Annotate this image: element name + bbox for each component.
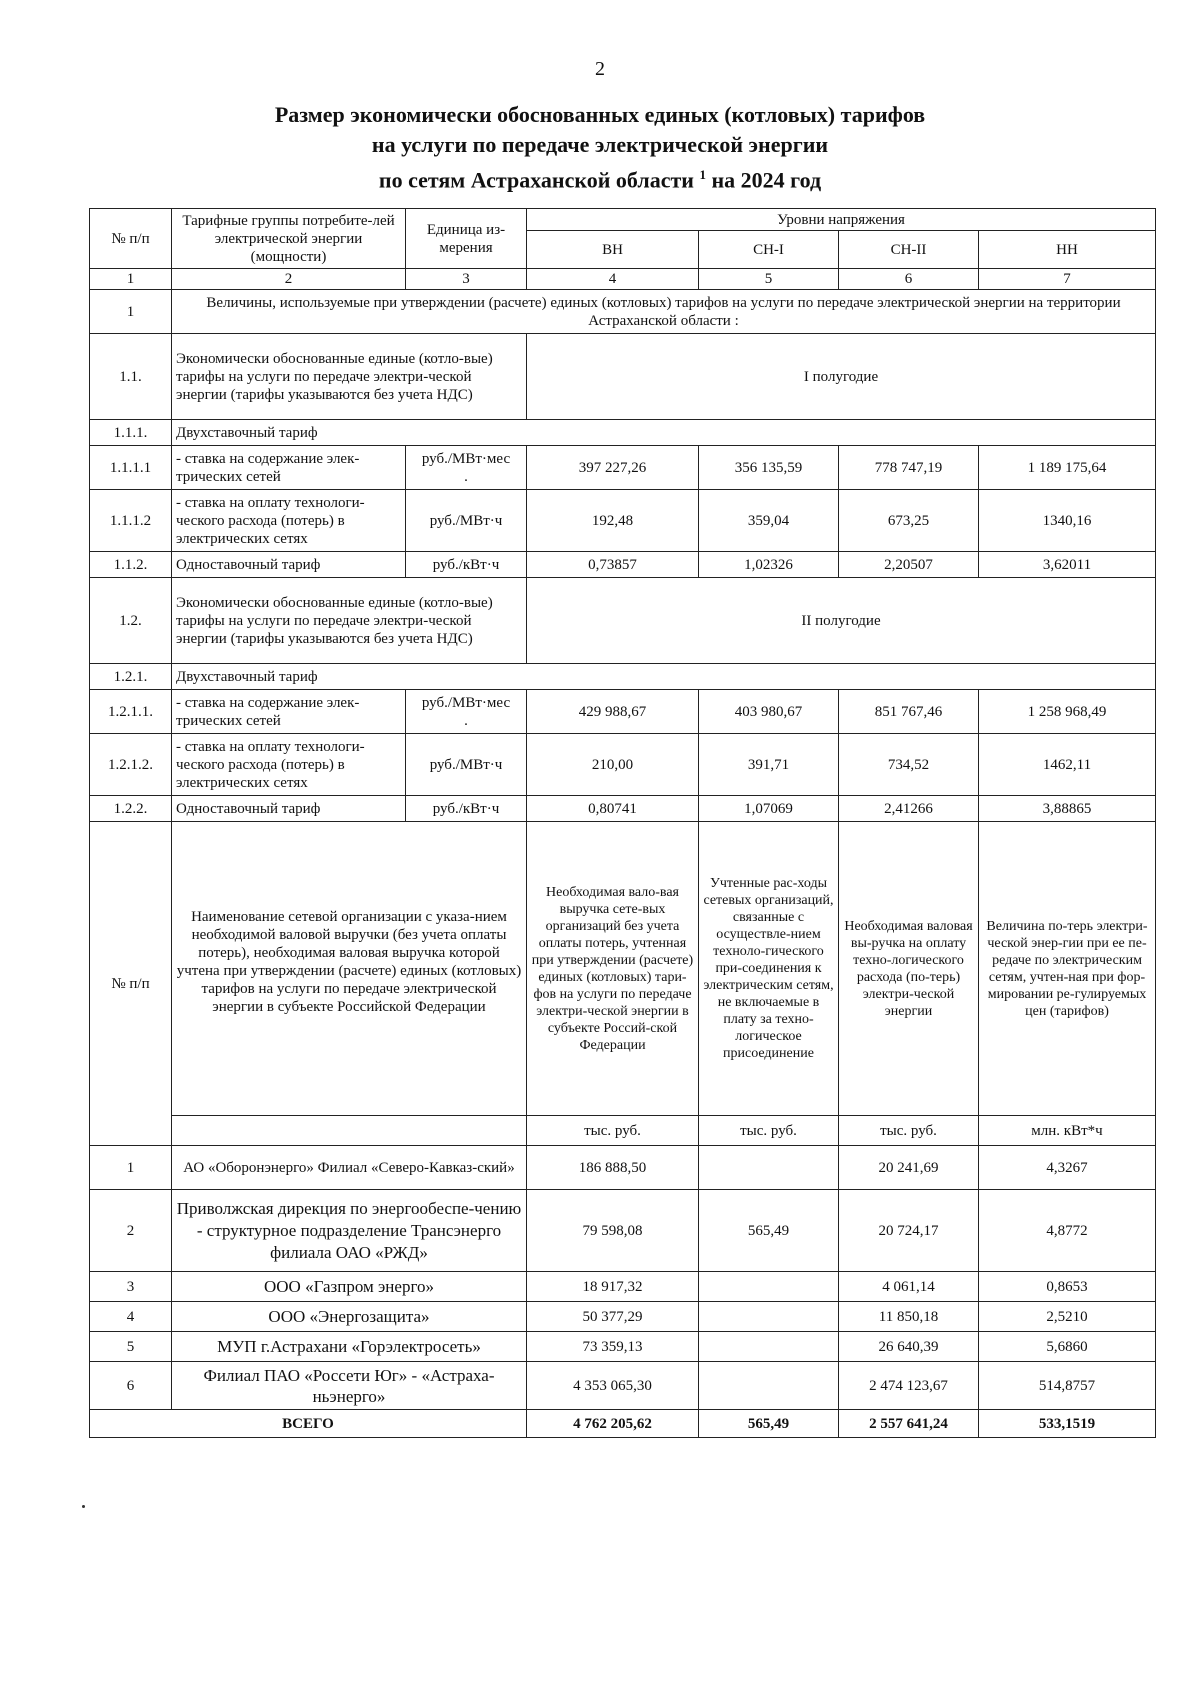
header-levels: Уровни напряжения (527, 209, 1156, 231)
org-value (699, 1332, 839, 1362)
row-num: 1.1.1. (90, 420, 172, 446)
value-vn: 210,00 (527, 734, 699, 796)
row-num: 1 (90, 290, 172, 334)
value-sn2: 778 747,19 (839, 446, 979, 490)
unit-cell (406, 446, 527, 490)
org-name: ООО «Энергозащита» (172, 1302, 527, 1332)
value-nn: 1462,11 (979, 734, 1156, 796)
orgs-header-col7: Величина по-терь электри-ческой энер-гии при ее пе-редаче по электрическим сетям, учтен-ная при фор-мировании ре-гулируемых цен (тарифов) (979, 822, 1156, 1116)
total-row (90, 1410, 1156, 1438)
row-num: 5 (90, 1332, 172, 1362)
row-1-2-1-1 (90, 690, 1156, 734)
row-num: 1.1.2. (90, 552, 172, 578)
value-sn1: 1,07069 (699, 796, 839, 822)
unit-mark: . (464, 468, 468, 485)
org-value: 11 850,18 (839, 1302, 979, 1332)
value-sn2: 734,52 (839, 734, 979, 796)
org-value: 20 241,69 (839, 1146, 979, 1190)
org-value (699, 1272, 839, 1302)
header-sn2: СН-II (839, 231, 979, 269)
org-value: 18 917,32 (527, 1272, 699, 1302)
unit-label: руб./кВт·ч (406, 796, 527, 822)
col-index: 5 (699, 269, 839, 290)
unit-label: руб./МВт·мес (421, 694, 511, 711)
value-nn: 3,88865 (979, 796, 1156, 822)
row-num: 1.2.1.1. (90, 690, 172, 734)
title-line-3 (100, 160, 1100, 195)
value-vn: 429 988,67 (527, 690, 699, 734)
org-name: АО «Оборонэнерго» Филиал «Северо-Кавказ-ский» (172, 1146, 527, 1190)
org-value: 565,49 (699, 1190, 839, 1272)
row-num: 1 (90, 1146, 172, 1190)
unit-label: тыс. руб. (699, 1116, 839, 1146)
org-row (90, 1146, 1156, 1190)
orgs-header-col4: Необходимая вало-вая выручка сете-вых организаций без учета оплаты потерь, учтенная при утверждении (расчете) единых (котловых) тари-фов на услуги по передаче электри-ческой энергии в субъекте Россий-ской Федерации (527, 822, 699, 1116)
header-vn: ВН (527, 231, 699, 269)
row-1-1-1-2 (90, 490, 1156, 552)
unit-cell (406, 690, 527, 734)
org-value: 79 598,08 (527, 1190, 699, 1272)
org-name: ООО «Газпром энерго» (172, 1272, 527, 1302)
org-name: Филиал ПАО «Россети Юг» - «Астраха-ньэнерго» (172, 1362, 527, 1410)
total-value: 533,1519 (979, 1410, 1156, 1438)
value-nn: 3,62011 (979, 552, 1156, 578)
row-num: 3 (90, 1272, 172, 1302)
value-sn2: 673,25 (839, 490, 979, 552)
row-text: Одноставочный тариф (172, 796, 406, 822)
unit-mark: . (464, 712, 468, 729)
row-num: 1.2. (90, 578, 172, 664)
org-value: 73 359,13 (527, 1332, 699, 1362)
org-row (90, 1362, 1156, 1410)
column-index-row (90, 269, 1156, 290)
title-line-3-post: на 2024 год (711, 167, 822, 193)
value-sn1: 356 135,59 (699, 446, 839, 490)
value-sn1: 391,71 (699, 734, 839, 796)
org-row (90, 1190, 1156, 1272)
org-value: 20 724,17 (839, 1190, 979, 1272)
unit-label: руб./МВт·ч (406, 734, 527, 796)
org-value: 514,8757 (979, 1362, 1156, 1410)
row-num: 4 (90, 1302, 172, 1332)
row-text: - ставка на содержание элек-трических сетей (172, 690, 406, 734)
unit-label: руб./кВт·ч (406, 552, 527, 578)
value-vn: 397 227,26 (527, 446, 699, 490)
header-nn: НН (979, 231, 1156, 269)
row-text: - ставка на содержание элек-трических сетей (172, 446, 406, 490)
header-sn1: СН-I (699, 231, 839, 269)
row-1-1 (90, 334, 1156, 420)
row-1-1-2 (90, 552, 1156, 578)
org-row (90, 1302, 1156, 1332)
org-value: 4 353 065,30 (527, 1362, 699, 1410)
row-num: 1.2.1. (90, 664, 172, 690)
org-value: 186 888,50 (527, 1146, 699, 1190)
row-num: 1.1.1.1 (90, 446, 172, 490)
org-value: 2 474 123,67 (839, 1362, 979, 1410)
org-row (90, 1272, 1156, 1302)
org-value (699, 1362, 839, 1410)
row-1-1-1-1 (90, 446, 1156, 490)
value-sn2: 2,20507 (839, 552, 979, 578)
org-value: 4 061,14 (839, 1272, 979, 1302)
row-1-2-1 (90, 664, 1156, 690)
col-index: 7 (979, 269, 1156, 290)
value-sn2: 851 767,46 (839, 690, 979, 734)
row-1-2-1-2 (90, 734, 1156, 796)
value-nn: 1 189 175,64 (979, 446, 1156, 490)
row-text: Двухставочный тариф (172, 664, 1156, 690)
value-sn1: 359,04 (699, 490, 839, 552)
value-sn1: 1,02326 (699, 552, 839, 578)
row-num: 1.2.2. (90, 796, 172, 822)
row-num: 1.1. (90, 334, 172, 420)
org-value: 50 377,29 (527, 1302, 699, 1332)
org-value: 0,8653 (979, 1272, 1156, 1302)
org-row (90, 1332, 1156, 1362)
row-text: Экономически обоснованные единые (котло-вые) тарифы на услуги по передаче электри-ческой энергии (тарифы указываются без учета НДС) (172, 578, 527, 664)
tariff-table (89, 208, 1156, 1438)
period-label: II полугодие (527, 578, 1156, 664)
col-index: 1 (90, 269, 172, 290)
section-1-row (90, 290, 1156, 334)
value-vn: 0,73857 (527, 552, 699, 578)
row-num: 2 (90, 1190, 172, 1272)
value-sn1: 403 980,67 (699, 690, 839, 734)
section-1-text: Величины, используемые при утверждении (расчете) единых (котловых) тарифов на услуги по передаче электрической энергии на территории Астраханской области : (172, 290, 1156, 334)
header-num: № п/п (90, 209, 172, 269)
orgs-header-col6: Необходимая валовая вы-ручка на оплату техно-логического расхода (по-терь) электри-ческой энергии (839, 822, 979, 1116)
org-name: МУП г.Астрахани «Горэлектросеть» (172, 1332, 527, 1362)
orgs-header-col5: Учтенные рас-ходы сетевых организаций, связанные с осуществле-нием техноло-гического при-соединения к электрическим сетям, не включаемые в плату за техно-логическое присоединение (699, 822, 839, 1116)
row-1-2-2 (90, 796, 1156, 822)
unit-label: руб./МВт·ч (406, 490, 527, 552)
row-num: 1.1.1.2 (90, 490, 172, 552)
page-title (100, 100, 1100, 195)
row-num: 6 (90, 1362, 172, 1410)
org-value: 4,3267 (979, 1146, 1156, 1190)
orgs-units-row (90, 1116, 1156, 1146)
period-label: I полугодие (527, 334, 1156, 420)
orgs-header-name: Наименование сетевой организации с указа-нием необходимой валовой выручки (без учета оплаты потерь), необходимая валовая выручка которой учтена при утверждении (расчете) единых (котловых) тарифов на услуги по передаче электрической энергии в субъекте Российской Федерации (172, 822, 527, 1116)
col-index: 6 (839, 269, 979, 290)
page-number: 2 (595, 58, 605, 80)
org-value: 4,8772 (979, 1190, 1156, 1272)
unit-label: тыс. руб. (527, 1116, 699, 1146)
value-sn2: 2,41266 (839, 796, 979, 822)
value-nn: 1340,16 (979, 490, 1156, 552)
title-line-3-pre: по сетям Астраханской области (378, 167, 694, 193)
org-value: 5,6860 (979, 1332, 1156, 1362)
value-nn: 1 258 968,49 (979, 690, 1156, 734)
col-index: 2 (172, 269, 406, 290)
title-line-2: на услуги по передаче электрической энергии (371, 132, 829, 157)
header-groups: Тарифные группы потребите-лей электрической энергии (мощности) (172, 209, 406, 269)
total-label: ВСЕГО (90, 1410, 527, 1438)
row-num: 1.2.1.2. (90, 734, 172, 796)
header-unit: Единица из-мерения (406, 209, 527, 269)
orgs-header-row (90, 822, 1156, 1116)
row-1-2 (90, 578, 1156, 664)
col-index: 4 (527, 269, 699, 290)
footnote-mark: 1 (699, 167, 706, 182)
row-text: Одноставочный тариф (172, 552, 406, 578)
unit-label: руб./МВт·мес (421, 450, 511, 467)
org-value: 2,5210 (979, 1302, 1156, 1332)
total-value: 2 557 641,24 (839, 1410, 979, 1438)
value-vn: 0,80741 (527, 796, 699, 822)
org-value (699, 1146, 839, 1190)
org-value: 26 640,39 (839, 1332, 979, 1362)
row-text: - ставка на оплату технологи-ческого расхода (потерь) в электрических сетях (172, 490, 406, 552)
stray-dot (82, 1505, 85, 1508)
orgs-header-num: № п/п (90, 822, 172, 1146)
title-line-1: Размер экономически обоснованных единых (котловых) тарифов (274, 102, 926, 127)
row-text: - ставка на оплату технологи-ческого расхода (потерь) в электрических сетях (172, 734, 406, 796)
empty-cell (172, 1116, 527, 1146)
org-value (699, 1302, 839, 1332)
row-text: Двухставочный тариф (172, 420, 1156, 446)
total-value: 565,49 (699, 1410, 839, 1438)
row-1-1-1 (90, 420, 1156, 446)
header-row (90, 209, 1156, 231)
org-name: Приволжская дирекция по энергообеспе-чению - структурное подразделение Трансэнерго филиала ОАО «РЖД» (172, 1190, 527, 1272)
value-vn: 192,48 (527, 490, 699, 552)
unit-label: млн. кВт*ч (979, 1116, 1156, 1146)
row-text: Экономически обоснованные единые (котло-вые) тарифы на услуги по передаче электри-ческой энергии (тарифы указываются без учета НДС) (172, 334, 527, 420)
col-index: 3 (406, 269, 527, 290)
unit-label: тыс. руб. (839, 1116, 979, 1146)
total-value: 4 762 205,62 (527, 1410, 699, 1438)
